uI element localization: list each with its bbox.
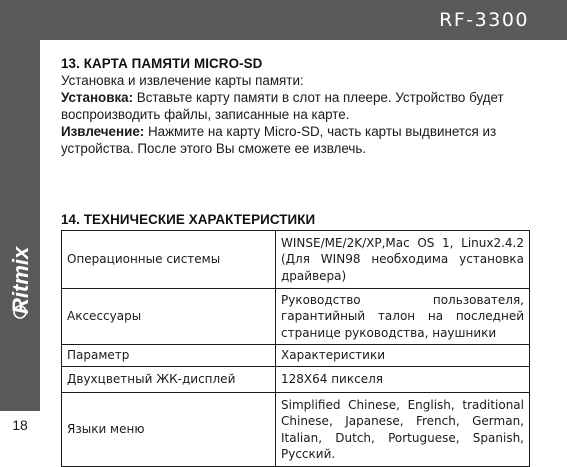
extract-label: Извлечение: xyxy=(61,124,145,139)
section-14-title: 14. ТЕХНИЧЕСКИЕ ХАРАКТЕРИСТИКИ xyxy=(61,212,316,227)
install-text: Вставьте карту памяти в слот на плеере. Устройство будет воспроизводить файлы, записанные на карте. xyxy=(61,90,504,123)
spec-param: Языки меню xyxy=(62,393,276,467)
spec-value: WINSE/ME/2K/XP,Mac OS 1, Linux2.4.2 (Для WIN98 необходима установка драйвера) xyxy=(276,231,530,289)
spec-value: Руководство пользователя, гарантийный талон на последней странице руководства, наушники xyxy=(276,289,530,345)
specs-table xyxy=(61,230,530,467)
spec-value: Simplified Chinese, English, traditional Chinese, Japanese, French, German, Italian, Dutch, Portuguese, Spanish, Русский. xyxy=(276,393,530,467)
install-paragraph xyxy=(61,89,531,124)
section-13-title: 13. КАРТА ПАМЯТИ MICRO-SD xyxy=(61,56,263,71)
extract-paragraph xyxy=(61,123,531,158)
extract-text: Нажмите на карту Micro-SD, часть карты выдвинется из устройства. После этого Вы сможете ее извлечь. xyxy=(61,124,497,157)
ritmix-logo xyxy=(2,210,38,320)
table-row xyxy=(62,393,530,467)
spec-value: Характеристики xyxy=(276,345,530,367)
model-name: RF-3300 xyxy=(439,9,529,31)
spec-param: Параметр xyxy=(62,345,276,367)
svg-text:Ritmix: Ritmix xyxy=(8,246,33,314)
table-row xyxy=(62,345,530,367)
table-row xyxy=(62,367,530,393)
spec-param: Операционные системы xyxy=(62,231,276,289)
install-label: Установка: xyxy=(61,90,134,105)
spec-param: Двухцветный ЖК-дисплей xyxy=(62,367,276,393)
header-bar xyxy=(0,0,567,40)
page-number: 18 xyxy=(0,411,40,454)
table-row xyxy=(62,289,530,345)
spec-value: 128X64 пикселя xyxy=(276,367,530,393)
section-13-intro: Установка и извлечение карты памяти: xyxy=(61,73,304,88)
side-bar xyxy=(0,40,40,454)
table-row xyxy=(62,231,530,289)
spec-param: Аксессуары xyxy=(62,289,276,345)
